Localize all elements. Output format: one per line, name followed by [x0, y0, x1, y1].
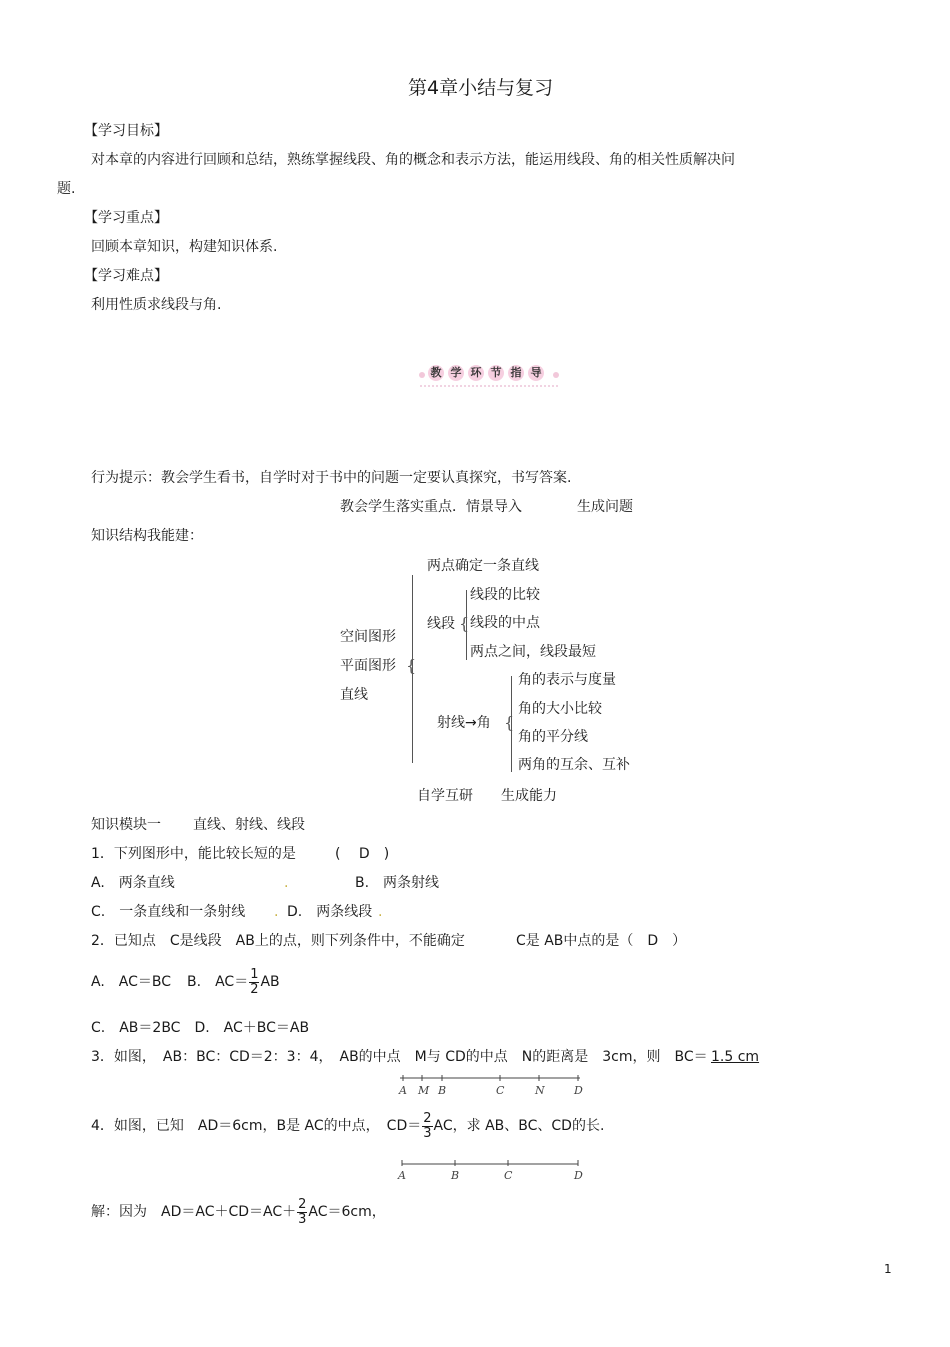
- self-study-b: 生成能力: [501, 788, 557, 804]
- segment-item: 线段的中点: [470, 615, 540, 631]
- tree-root-space: 空间图形: [340, 629, 396, 645]
- goals-heading: 【学习目标】: [84, 123, 168, 139]
- self-study-a: 自学互研: [417, 788, 473, 804]
- q2-fraction-num: 1: [250, 967, 259, 982]
- q4-stem-b: AC，求 AB、BC、CD的长.: [433, 1118, 605, 1135]
- segment-item: 两点之间，线段最短: [470, 644, 596, 660]
- solution-fraction: [297, 1198, 307, 1226]
- point-label: N: [535, 1084, 545, 1096]
- q2-option-a: A. AC＝BC: [91, 974, 172, 991]
- q2-stem-b: C是 AB中点的是（ D ）: [516, 933, 687, 949]
- teaching-guide-banner: [416, 362, 562, 390]
- page-title: 第4章小结与复习: [408, 77, 554, 99]
- q4-fraction-den: 3: [423, 1125, 432, 1141]
- point-label: D: [574, 1084, 583, 1096]
- behavior-hint: 行为提示：教会学生看书，自学时对于书中的问题一定要认真探究，书写答案.: [91, 470, 572, 486]
- segment-brace-tip: {: [459, 614, 470, 633]
- tree-root-line: 直线: [340, 687, 368, 703]
- q4-figure: [392, 1157, 592, 1183]
- point-label: C: [504, 1169, 513, 1182]
- q1-mark: .: [378, 904, 383, 920]
- difficulty-text: 利用性质求线段与角.: [91, 297, 222, 313]
- q1-option-d: D. 两条线段: [287, 904, 373, 920]
- solution-fraction-num: 2: [298, 1197, 307, 1212]
- solution-line: [91, 1198, 386, 1226]
- point-label: A: [398, 1169, 406, 1182]
- angle-item: 角的表示与度量: [518, 672, 616, 688]
- q2-options-cd: C. AB＝2BC D. AC＋BC＝AB: [91, 1020, 310, 1036]
- q1-mark: .: [284, 875, 289, 891]
- main-brace-tip: {: [406, 656, 417, 675]
- q2-fraction-den: 2: [250, 981, 259, 997]
- focus-text: 回顾本章知识，构建知识体系.: [91, 239, 278, 255]
- knowledge-heading: 知识结构我能建：: [91, 528, 203, 544]
- banner-char: 教: [428, 365, 444, 381]
- q2-option-b-post: AB: [260, 974, 280, 991]
- goals-text-line2: 题.: [57, 181, 76, 197]
- point-label: M: [418, 1084, 430, 1096]
- q2-stem-a: 2．已知点 C是线段 AB上的点，则下列条件中，不能确定: [91, 933, 465, 949]
- banner-char: 导: [528, 365, 544, 381]
- q2-options-ab: [91, 968, 280, 996]
- point-label: D: [574, 1169, 583, 1182]
- q1-mark: .: [274, 904, 279, 920]
- q1-option-b: B. 两条射线: [355, 875, 440, 891]
- q3-answer: 1.5 cm: [711, 1049, 760, 1065]
- q2-fraction: [249, 968, 259, 996]
- angle-item: 角的平分线: [518, 729, 588, 745]
- banner-char: 指: [508, 365, 524, 381]
- angle-brace-tip: {: [504, 713, 515, 732]
- segment-item: 线段的比较: [470, 587, 540, 603]
- q3-stem: 3．如图， AB：BC：CD＝2：3：4， AB的中点 M与 CD的中点 N的距离是 3cm，则 BC＝: [91, 1049, 708, 1065]
- tree-two-points: 两点确定一条直线: [427, 558, 539, 574]
- banner-char: 环: [468, 365, 484, 381]
- solution-pre: 解：因为 AD＝AC＋CD＝AC＋: [91, 1204, 297, 1221]
- tree-ray-angle: 射线→角: [437, 715, 491, 731]
- solution-post: AC＝6cm，: [308, 1204, 386, 1221]
- q4-stem: [91, 1112, 604, 1140]
- tree-segment: 线段: [427, 616, 455, 632]
- angle-item: 两角的互余、互补: [518, 757, 630, 773]
- goals-text-line1: 对本章的内容进行回顾和总结，熟练掌握线段、角的概念和表示方法，能运用线段、角的相关性质解决问: [91, 152, 735, 168]
- step-line-a: 教会学生落实重点．情景导入: [340, 499, 522, 515]
- q1-answer: ( D ): [335, 846, 390, 862]
- focus-heading: 【学习重点】: [84, 210, 168, 226]
- module1-topic: 直线、射线、线段: [193, 817, 305, 833]
- page-number: 1: [884, 1262, 892, 1276]
- q2-option-b-pre: B. AC＝: [187, 974, 249, 991]
- point-label: B: [451, 1169, 460, 1182]
- q1-option-a: A. 两条直线: [91, 875, 175, 891]
- q1-option-c: C. 一条直线和一条射线: [91, 904, 246, 920]
- banner-char: 学: [448, 365, 464, 381]
- tree-root-plane: 平面图形: [340, 658, 396, 674]
- q1-stem: 1．下列图形中，能比较长短的是: [91, 846, 296, 862]
- banner-char: 节: [488, 365, 504, 381]
- step-line-b: 生成问题: [577, 499, 633, 515]
- q4-fraction-num: 2: [423, 1111, 432, 1126]
- point-label: A: [399, 1084, 407, 1096]
- solution-fraction-den: 3: [298, 1211, 307, 1227]
- point-label: C: [496, 1084, 505, 1096]
- module1-label: 知识模块一: [91, 817, 161, 833]
- angle-item: 角的大小比较: [518, 701, 602, 717]
- q3-figure: [392, 1072, 592, 1096]
- point-label: B: [438, 1084, 447, 1096]
- q4-stem-a: 4．如图，已知 AD＝6cm，B是 AC的中点， CD＝: [91, 1118, 422, 1135]
- difficulty-heading: 【学习难点】: [84, 268, 168, 284]
- q4-fraction: [422, 1112, 432, 1140]
